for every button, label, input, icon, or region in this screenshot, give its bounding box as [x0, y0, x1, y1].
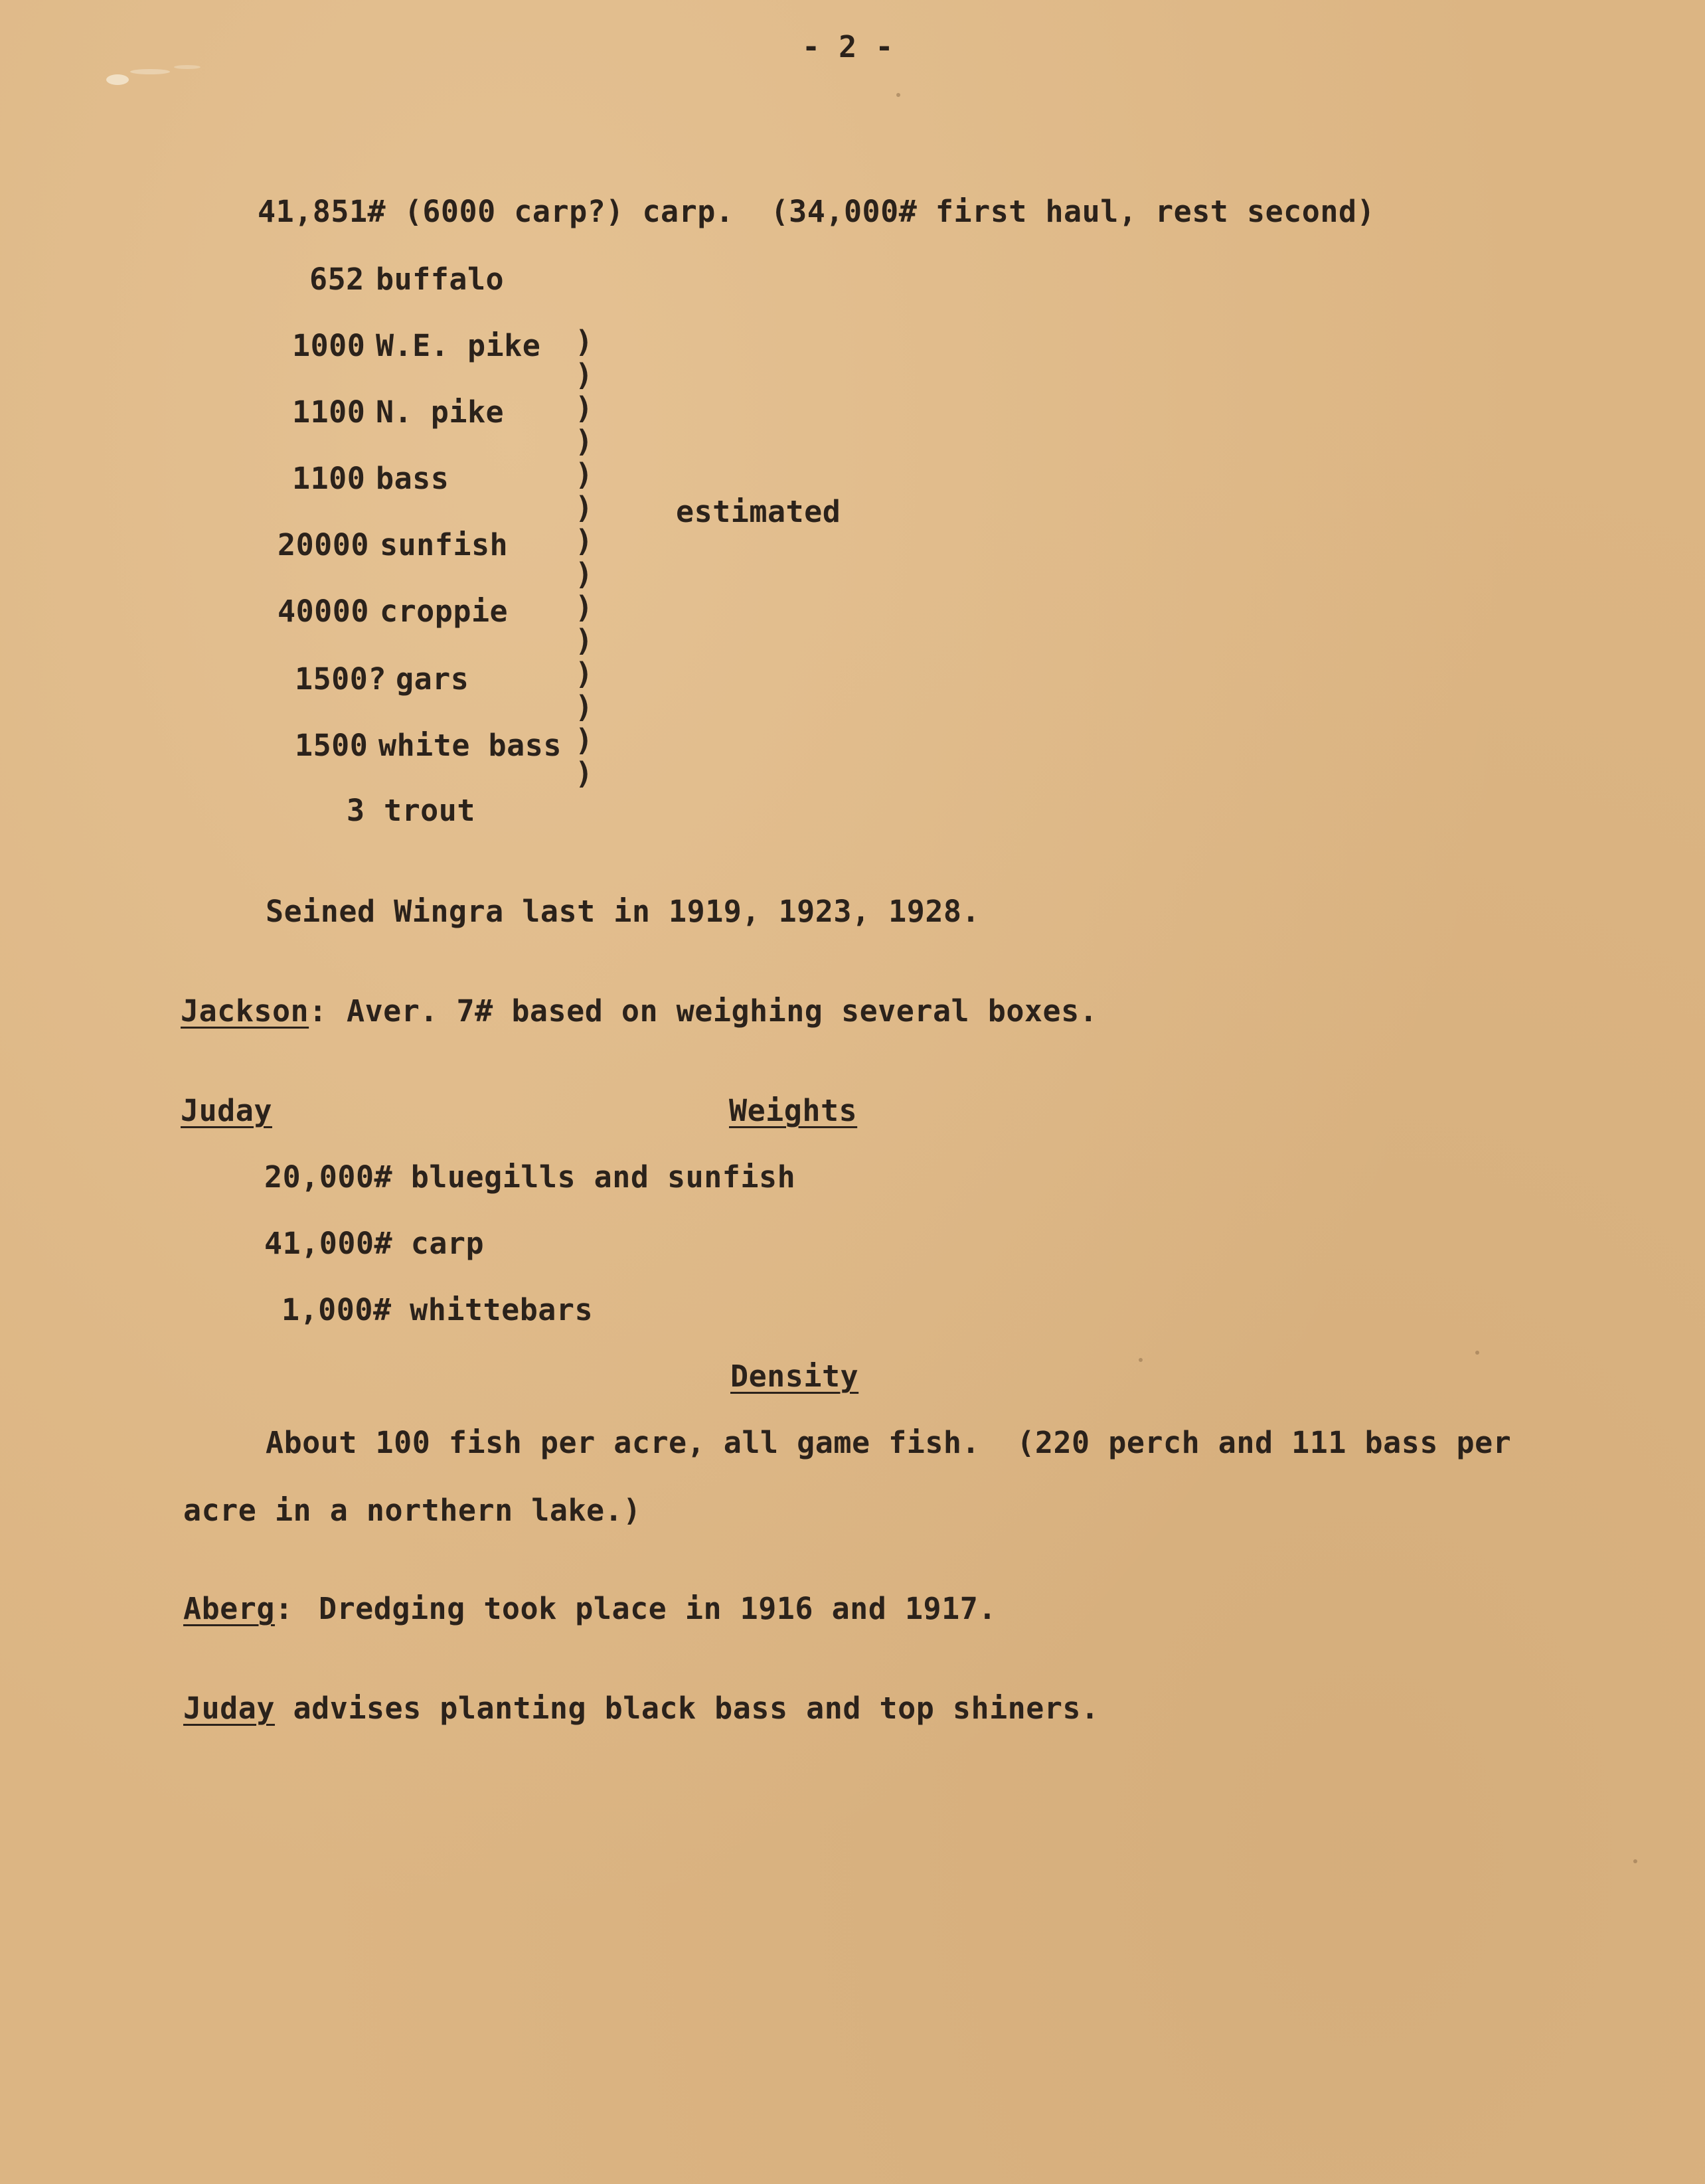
- weights-heading: Weights: [729, 1093, 858, 1128]
- catch-species: sunfish: [380, 527, 509, 562]
- catch-species: gars: [396, 661, 469, 697]
- paper-speck: [106, 74, 129, 85]
- aberg-text: Dredging took place in 1916 and 1917.: [319, 1591, 997, 1626]
- bracket-paren: ): [575, 357, 594, 392]
- bracket-paren: ): [575, 689, 594, 724]
- paper-dot: [1475, 1351, 1479, 1355]
- density-line-2: acre in a northern lake.): [183, 1493, 641, 1528]
- catch-qty: 40000: [278, 594, 369, 629]
- paper-speck: [130, 69, 170, 74]
- bracket-paren: ): [575, 722, 594, 758]
- catch-header: 41,851# (6000 carp?) carp. (34,000# first haul, rest second): [258, 194, 1376, 229]
- juday-heading: Juday: [181, 1093, 272, 1128]
- bracket-paren: ): [575, 556, 594, 592]
- jackson-note: [181, 993, 327, 1029]
- catch-qty: 1100: [292, 394, 366, 430]
- aberg-colon: :: [274, 1591, 293, 1626]
- catch-qty: 1500?: [295, 661, 386, 697]
- catch-species: trout: [384, 793, 475, 828]
- jackson-colon: :: [309, 993, 327, 1029]
- bracket-paren: ): [575, 623, 594, 658]
- catch-qty: 652: [309, 262, 365, 297]
- seined-note: Seined Wingra last in 1919, 1923, 1928.: [266, 894, 981, 929]
- catch-qty: 3: [347, 793, 365, 828]
- catch-species: croppie: [380, 594, 509, 629]
- weight-item: 41,000# carp: [264, 1226, 485, 1261]
- paper-speck: [174, 65, 201, 69]
- bracket-paren: ): [575, 457, 594, 492]
- catch-species: white bass: [378, 728, 562, 763]
- paper-dot: [896, 93, 900, 97]
- catch-qty: 1500: [295, 728, 368, 763]
- jackson-text: Aver. 7# based on weighing several boxes.: [347, 993, 1098, 1029]
- page-number: - 2 -: [802, 29, 894, 64]
- catch-species: bass: [376, 461, 449, 496]
- paper-dot: [1633, 1859, 1637, 1863]
- catch-qty: 1000: [292, 328, 366, 363]
- juday-advice: [183, 1691, 1099, 1726]
- weight-item: 1,000# whittebars: [282, 1292, 594, 1327]
- density-line-1: About 100 fish per acre, all game fish. (220 perch and 111 bass per: [266, 1425, 1512, 1460]
- catch-qty: 20000: [278, 527, 369, 562]
- catch-species: buffalo: [376, 262, 505, 297]
- estimated-label: estimated: [676, 494, 841, 529]
- catch-species: N. pike: [376, 394, 505, 430]
- bracket-paren: ): [575, 490, 594, 525]
- bracket-paren: ): [575, 424, 594, 459]
- paper-dot: [1139, 1358, 1143, 1362]
- bracket-paren: ): [575, 523, 594, 558]
- bracket-paren: ): [575, 324, 594, 359]
- aberg-name: Aberg: [183, 1591, 275, 1626]
- density-heading: Density: [730, 1359, 859, 1394]
- aberg-note: [183, 1591, 293, 1626]
- bracket-paren: ): [575, 390, 594, 426]
- catch-species: W.E. pike: [376, 328, 541, 363]
- weight-item: 20,000# bluegills and sunfish: [264, 1159, 796, 1195]
- catch-qty: 1100: [292, 461, 366, 496]
- juday-advice-text: advises planting black bass and top shiners.: [274, 1691, 1099, 1726]
- bracket-paren: ): [575, 656, 594, 691]
- jackson-name: Jackson: [181, 993, 309, 1029]
- bracket-paren: ): [575, 590, 594, 625]
- bracket-paren: ): [575, 756, 594, 791]
- juday-advice-name: Juday: [183, 1691, 275, 1726]
